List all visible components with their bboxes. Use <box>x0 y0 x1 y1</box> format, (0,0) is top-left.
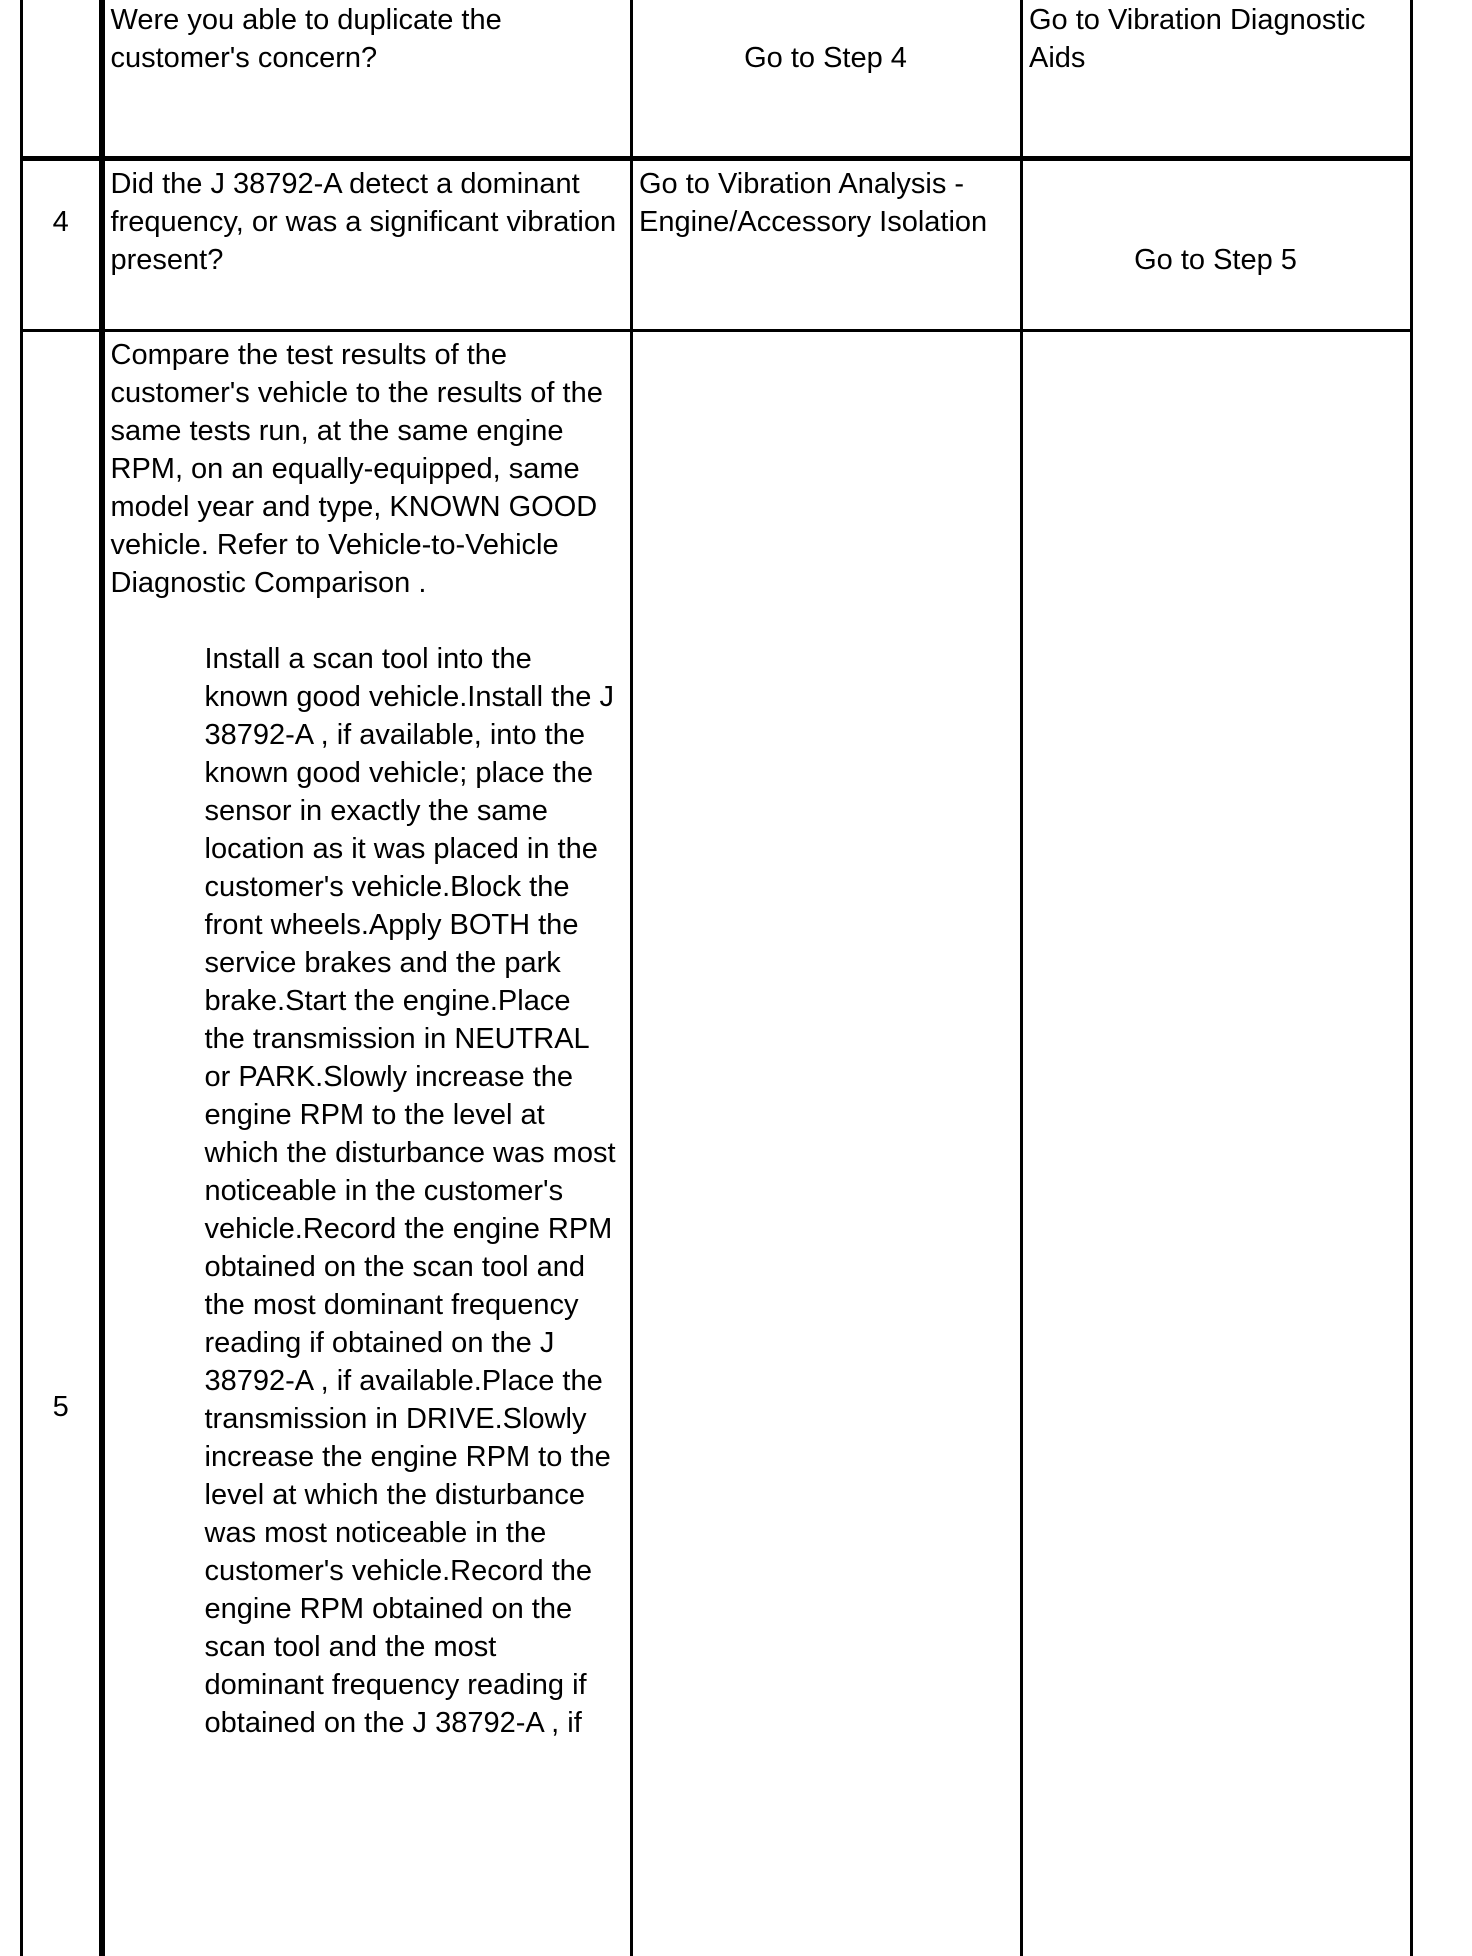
no-text: Go to Step 5 <box>1134 244 1297 276</box>
no-cell <box>1022 331 1412 1956</box>
step-number: 5 <box>52 1391 69 1423</box>
step-cell <box>22 159 102 331</box>
table-row <box>22 159 1412 331</box>
yes-cell <box>632 159 1022 331</box>
action-block <box>105 332 631 1746</box>
table-row <box>22 0 1412 159</box>
action-cell <box>102 0 632 159</box>
step-number: 4 <box>52 206 69 238</box>
substeps-text: Install a scan tool into the known good vehicle.Install the J 38792-A , if available, into the known good vehicle; place the sensor in exactly the same location as it was placed in the customer's vehicle.Block the front wheels.Apply BOTH the service brakes and the park brake.Start the engine.Place the transmission in NEUTRAL or PARK.Slowly increase the engine RPM to the level at which the disturbance was most noticeable in the customer's vehicle.Record the engine RPM obtained on the scan tool and the most dominant frequency reading if obtained on the J 38792-A , if available.Place the transmission in DRIVE.Slowly increase the engine RPM to the level at which the disturbance was most noticeable in the customer's vehicle.Record the engine RPM obtained on the scan tool and the most dominant frequency reading if obtained on the J 38792-A , if <box>204 643 616 1739</box>
action-cell <box>102 159 632 331</box>
step-cell <box>22 0 102 159</box>
action-text: Compare the test results of the customer's vehicle to the results of the same tests run, at the same engine RPM, on an equally-equipped, same model year and type, KNOWN GOOD vehicle. Refer to Vehicle-to-Vehicle Diagnostic Comparison . <box>110 339 603 599</box>
yes-text: Go to Vibration Analysis - Engine/Accessory Isolation <box>639 168 988 238</box>
no-text: Go to Vibration Diagnostic Aids <box>1029 4 1366 74</box>
step-number <box>23 0 99 1</box>
no-cell <box>1022 0 1412 159</box>
action-text: Were you able to duplicate the customer's concern? <box>110 4 502 74</box>
action-cell <box>102 331 632 1956</box>
table-row <box>22 331 1412 1956</box>
yes-text <box>633 332 1020 340</box>
no-text <box>1023 332 1410 340</box>
diagnostic-table <box>20 0 1413 1956</box>
no-cell <box>1022 159 1412 331</box>
yes-text: Go to Step 4 <box>744 42 907 74</box>
yes-cell <box>632 0 1022 159</box>
yes-cell <box>632 331 1022 1956</box>
step-cell <box>22 331 102 1956</box>
action-text: Did the J 38792-A detect a dominant frequency, or was a significant vibration present? <box>110 168 617 276</box>
